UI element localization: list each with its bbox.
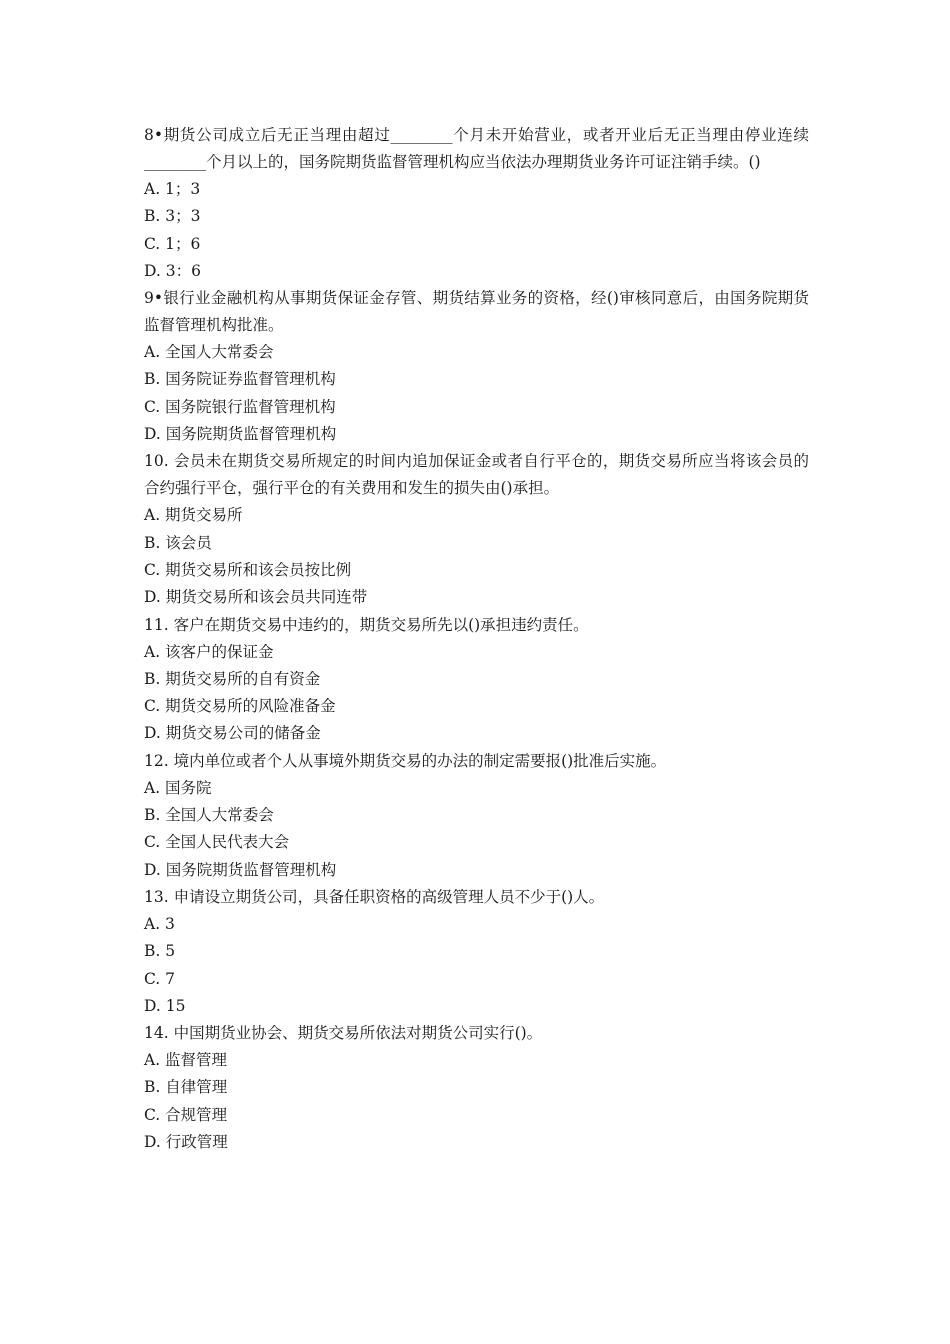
option-d: D. 国务院期货监督管理机构 bbox=[144, 425, 337, 444]
option-c: C. 国务院银行监督管理机构 bbox=[144, 397, 336, 416]
question-stem: 9•银行业金融机构从事期货保证金存管、期货结算业务的资格，经()审核同意后，由国务院期货监督管理机构批准。 bbox=[144, 289, 809, 335]
question-stem: 10. 会员未在期货交易所规定的时间内追加保证金或者自行平仓的，期货交易所应当将该会员的合约强行平仓，强行平仓的有关费用和发生的损失由()承担。 bbox=[144, 452, 809, 498]
option-a: A. 国务院 bbox=[144, 778, 212, 797]
option-b: B. 3；3 bbox=[144, 207, 201, 226]
option-d: D. 行政管理 bbox=[144, 1133, 228, 1152]
option-b: B. 全国人大常委会 bbox=[144, 806, 274, 825]
option-c: C. 1；6 bbox=[144, 234, 201, 253]
option-a: A. 3 bbox=[144, 914, 175, 933]
option-c: C. 合规管理 bbox=[144, 1105, 228, 1124]
question-10 bbox=[144, 448, 809, 611]
question-stem: 12. 境内单位或者个人从事境外期货交易的办法的制定需要报()批准后实施。 bbox=[144, 751, 667, 770]
option-d: D. 期货交易所和该会员共同连带 bbox=[144, 588, 368, 607]
option-b: B. 5 bbox=[144, 942, 176, 961]
question-stem: 11. 客户在期货交易中违约的，期货交易所先以()承担违约责任。 bbox=[144, 615, 589, 634]
option-c: C. 期货交易所的风险准备金 bbox=[144, 697, 336, 716]
option-a: A. 该客户的保证金 bbox=[144, 642, 274, 661]
question-13 bbox=[144, 884, 809, 1020]
option-d: D. 3：6 bbox=[144, 261, 201, 280]
question-stem: 8•期货公司成立后无正当理由超过________个月未开始营业，或者开业后无正当理由停业连续________个月以上的，国务院期货监督管理机构应当依法办理期货业务许可证注销手续。() bbox=[144, 126, 809, 171]
option-c: C. 7 bbox=[144, 969, 176, 988]
option-a: A. 全国人大常委会 bbox=[144, 343, 274, 362]
question-14 bbox=[144, 1020, 809, 1156]
option-c: C. 全国人民代表大会 bbox=[144, 833, 290, 852]
option-d: D. 国务院期货监督管理机构 bbox=[144, 860, 337, 879]
option-b: B. 自律管理 bbox=[144, 1078, 228, 1097]
question-stem: 13. 申请设立期货公司，具备任职资格的高级管理人员不少于()人。 bbox=[144, 887, 605, 906]
option-b: B. 该会员 bbox=[144, 533, 212, 552]
option-a: A. 1；3 bbox=[144, 180, 201, 198]
question-9 bbox=[144, 285, 809, 448]
option-a: A. 监督管理 bbox=[144, 1051, 228, 1070]
option-b: B. 期货交易所的自有资金 bbox=[144, 669, 321, 688]
question-12 bbox=[144, 748, 809, 884]
option-d: D. 15 bbox=[144, 996, 186, 1015]
question-11 bbox=[144, 612, 809, 748]
question-stem: 14. 中国期货业协会、期货交易所依法对期货公司实行()。 bbox=[144, 1024, 543, 1043]
document-page bbox=[144, 122, 809, 1156]
option-a: A. 期货交易所 bbox=[144, 506, 243, 525]
option-b: B. 国务院证券监督管理机构 bbox=[144, 370, 336, 389]
question-8 bbox=[144, 122, 809, 285]
option-c: C. 期货交易所和该会员按比例 bbox=[144, 560, 352, 579]
option-d: D. 期货交易公司的储备金 bbox=[144, 724, 321, 743]
